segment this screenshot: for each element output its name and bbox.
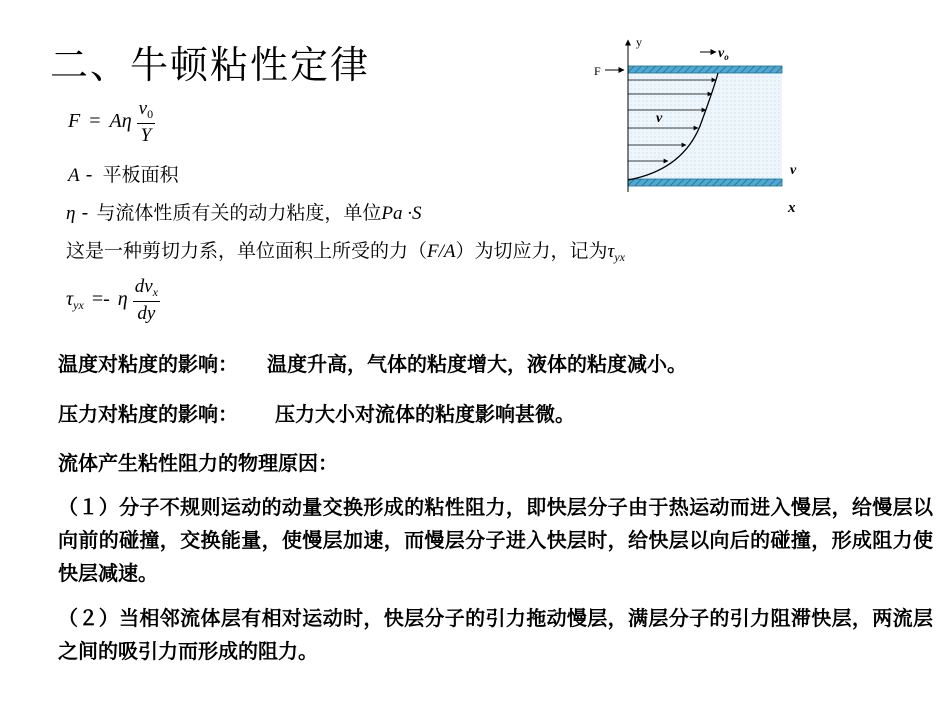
velocity-bottom-label: v	[790, 163, 797, 178]
formula-newton	[68, 98, 155, 147]
def-eta-unit: Pa ·S	[381, 203, 422, 224]
shear-stress-line	[66, 236, 625, 265]
formula2-fraction	[133, 276, 160, 325]
formula1-denominator: Y	[140, 125, 152, 146]
formula-shear	[66, 276, 160, 325]
formula1-lhs: F	[68, 110, 81, 133]
top-plate	[628, 66, 782, 73]
y-axis-label: y	[636, 35, 642, 49]
def-eta-symbol: η	[66, 203, 76, 224]
shear-text-1: 这是一种剪切力系，单位面积上所受的力（	[66, 240, 428, 262]
velocity-mid-label: v	[656, 111, 663, 126]
formula2-denominator: dy	[137, 303, 156, 324]
formula2-eq: =-	[91, 288, 110, 311]
fluid-region	[628, 72, 782, 180]
temp-effect-text: 温度升高，气体的粘度增大，液体的粘度减小。	[266, 352, 687, 376]
def-a-dash: -	[85, 164, 93, 186]
definition-a	[68, 160, 179, 187]
shear-ratio: F/A	[427, 241, 456, 262]
temperature-effect	[58, 348, 687, 377]
pressure-effect	[58, 398, 575, 427]
formula1-coef: Aη	[109, 110, 132, 133]
reason-2: （２）当相邻流体层有相对运动时，快层分子的引力拖动慢层，满层分子的引力阻滞快层，两流层之间的吸引力而形成的阻力。	[58, 606, 933, 663]
pressure-effect-label: 压力对粘度的影响：	[58, 402, 238, 426]
formula1-numerator: $v_0$	[137, 98, 155, 124]
formula2-numerator: $dv_x$	[133, 276, 160, 302]
formula2-lhs: $\tau_{yx}$	[66, 288, 84, 313]
x-axis-label: x	[788, 200, 796, 216]
temp-effect-label: 温度对粘度的影响：	[58, 352, 238, 376]
definition-eta	[66, 198, 422, 225]
pressure-effect-text: 压力大小对流体的粘度影响甚微。	[274, 402, 575, 426]
page-title: 二、牛顿粘性定律	[50, 43, 371, 87]
formula1-fraction	[137, 98, 155, 147]
def-eta-text: 与流体性质有关的动力粘度，单位	[96, 202, 382, 224]
force-label: F	[594, 64, 601, 78]
reason-1: （１）分子不规则运动的动量交换形成的粘性阻力，即快层分子由于热运动而进入慢层，给慢层以向前的碰撞，交换能量，使慢层加速，而慢层分子进入快层时，给快层以向后的碰撞，形成阻力使快层减速。	[58, 495, 933, 585]
def-a-text: 平板面积	[102, 164, 179, 186]
formula2-coef: η	[117, 288, 128, 311]
cause-heading: 流体产生粘性阻力的物理原因：	[58, 451, 338, 475]
velocity-profile-diagram	[590, 32, 830, 222]
def-eta-dash: -	[81, 202, 89, 224]
formula1-eq: =	[89, 110, 101, 133]
bottom-plate	[628, 179, 782, 186]
shear-text-2: ）为切应力，记为	[455, 240, 608, 262]
def-a-symbol: A	[68, 165, 80, 186]
v0-label: $v_o$	[718, 46, 729, 62]
shear-symbol: $\tau_{yx}$	[607, 241, 625, 264]
